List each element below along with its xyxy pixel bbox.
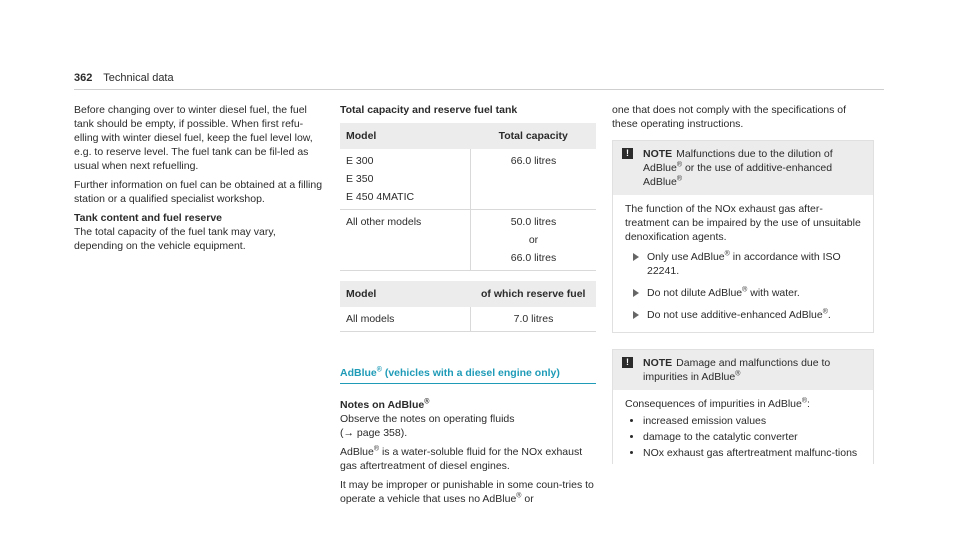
paragraph	[625, 397, 865, 411]
bullet-list	[625, 414, 865, 460]
paragraph	[340, 478, 596, 506]
column-header: of which reserve fuel	[471, 281, 597, 307]
arrow-right-icon	[633, 253, 639, 261]
text: Do not use additive-enhanced AdBlue	[647, 309, 823, 321]
note-header	[613, 141, 873, 195]
registered-mark: ®	[801, 397, 808, 405]
paragraph: Further information on fuel can be obtained at a filling station or a qualified specialist workshop.	[74, 179, 323, 205]
adblue-section-heading	[340, 366, 596, 384]
action-item	[625, 250, 865, 278]
column-right	[612, 103, 874, 480]
note-box	[612, 349, 874, 464]
arrow-right-icon	[633, 289, 639, 297]
warning-icon: !	[622, 357, 633, 368]
page-reference-link[interactable]: (→ page 358).	[340, 427, 408, 439]
text: .	[827, 309, 831, 321]
column-header: Model	[340, 123, 471, 149]
column-middle	[340, 103, 596, 511]
cell-line: 66.0 litres	[510, 252, 557, 264]
table-row	[340, 307, 596, 332]
section-heading: Tank content and fuel reserve	[74, 212, 223, 224]
column-header: Total capacity	[471, 123, 597, 149]
paragraph: Before changing over to winter diesel fuel, the fuel tank should be empty, if possible. When first refu-elling with winter diesel fuel, keep the fuel level low, e.g. to reserve level. The fuel tank can be fil-led as usual when next refuelling.	[74, 104, 313, 172]
note-title: or the use of additive-enhanced AdBlue	[643, 162, 833, 188]
text: :	[807, 398, 810, 410]
table-cell	[340, 149, 471, 210]
registered-mark: ®	[373, 445, 380, 453]
capacity-table	[340, 123, 596, 271]
cell-line: All other models	[346, 216, 422, 228]
table-cell: All models	[340, 307, 471, 332]
reserve-table	[340, 281, 596, 332]
text: Only use AdBlue	[647, 251, 725, 263]
column-header: Model	[340, 281, 471, 307]
action-item	[625, 308, 865, 322]
note-body	[613, 390, 873, 464]
heading-text: (vehicles with a diesel engine only)	[381, 367, 560, 379]
note-box	[612, 140, 874, 333]
subsection-heading	[340, 398, 596, 412]
paragraph: The function of the NOx exhaust gas after-treatment can be impaired by the use of unsuitable denoxification agents.	[625, 203, 861, 243]
note-header	[613, 350, 873, 390]
text: It may be improper or punishable in some coun-tries to operate a vehicle that uses no AdBlue	[340, 479, 594, 505]
cell-line: E 350	[346, 173, 374, 185]
note-title: Malfunctions due to the dilution of AdBlue	[643, 148, 833, 174]
text: in accordance with ISO 22241.	[647, 251, 841, 277]
registered-mark: ®	[516, 492, 522, 500]
list-item: • damage to the catalytic converter	[643, 430, 865, 444]
registered-mark: ®	[822, 308, 828, 316]
cell-line: 66.0 litres	[510, 155, 557, 167]
text: is a water-soluble fluid for the NOx exhaust gas aftertreatment of diesel engines.	[340, 446, 583, 472]
note-body	[613, 195, 873, 332]
warning-icon: !	[622, 148, 633, 159]
text: with water.	[747, 287, 800, 299]
cell-line: E 450 4MATIC	[346, 191, 415, 203]
page-number: 362	[74, 72, 93, 84]
text: AdBlue	[340, 446, 374, 458]
table-title: Total capacity and reserve fuel tank	[340, 104, 518, 116]
cell-line: E 300	[346, 155, 374, 167]
column-left	[74, 103, 324, 258]
cell-line: or	[528, 234, 539, 246]
registered-mark: ®	[676, 161, 683, 169]
note-title: Damage and malfunctions due to impurities in AdBlue	[643, 357, 831, 383]
paragraph	[340, 412, 596, 440]
table-row	[340, 210, 596, 271]
text: Observe the notes on operating fluids	[340, 413, 515, 425]
registered-mark: ®	[376, 366, 382, 374]
paragraph	[340, 445, 596, 473]
registered-mark: ®	[424, 398, 430, 406]
table-cell	[471, 210, 597, 271]
table-cell: 7.0 litres	[471, 307, 597, 332]
heading-text: AdBlue	[340, 367, 377, 379]
text: Consequences of impurities in AdBlue	[625, 398, 802, 410]
table-header-row	[340, 123, 596, 149]
arrow-right-icon	[633, 311, 639, 319]
registered-mark: ®	[676, 175, 683, 183]
paragraph: The total capacity of the fuel tank may vary, depending on the vehicle equipment.	[74, 226, 276, 252]
list-item: • NOx exhaust gas aftertreatment malfunc-tions	[643, 446, 865, 460]
note-label: NOTE	[643, 357, 673, 369]
table-cell	[471, 149, 597, 210]
registered-mark: ®	[735, 370, 741, 378]
table-cell	[340, 210, 471, 271]
note-label: NOTE	[643, 148, 673, 160]
text: Do not dilute AdBlue	[647, 287, 743, 299]
text: or	[521, 493, 534, 505]
page-title: Technical data	[103, 72, 174, 84]
cell-line: 50.0 litres	[510, 216, 557, 228]
page-header	[74, 71, 884, 90]
list-item: • increased emission values	[643, 414, 865, 428]
table-row	[340, 149, 596, 210]
table-header-row	[340, 281, 596, 307]
registered-mark: ®	[724, 250, 730, 258]
registered-mark: ®	[742, 286, 748, 294]
paragraph: one that does not comply with the specifications of these operating instructions.	[612, 104, 847, 130]
heading-text: Notes on AdBlue	[340, 399, 425, 411]
action-item	[625, 286, 865, 300]
